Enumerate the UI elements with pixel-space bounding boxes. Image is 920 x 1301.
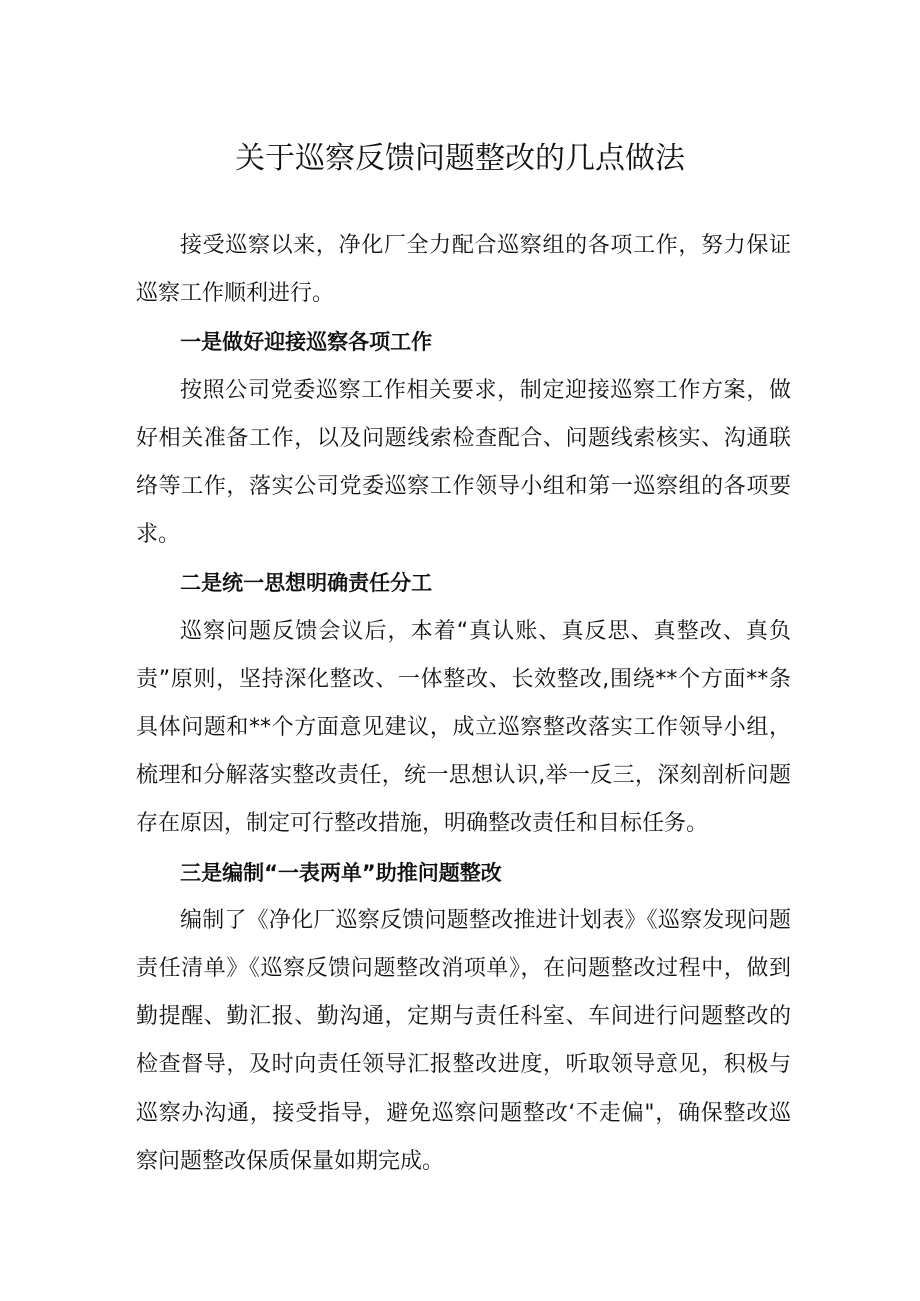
section-body-1: 按照公司党委巡察工作相关要求，制定迎接巡察工作方案，做好相关准备工作，以及问题线索检查配合、问题线索核实、沟通联络等工作，落实公司党委巡察工作领导小组和第一巡察组的各项要求。 bbox=[136, 377, 791, 548]
section-body-3: 编制了《净化厂巡察反馈问题整改推进计划表》《巡察发现问题责任清单》《巡察反馈问题整改消项单》，在问题整改过程中，做到勤提醒、勤汇报、勤沟通，定期与责任科室、车间进行问题整改的检查督导，及时向责任领导汇报整改进度，听取领导意见，积极与巡察办沟通，接受指导，避免巡察问题整改‘不走偏"，确保整改巡察问题整改保质保量如期完成。 bbox=[136, 907, 791, 1174]
document-body bbox=[136, 222, 791, 1186]
section-body-2: 巡察问题反馈会议后，本着“真认账、真反思、真整改、真负责”原则，坚持深化整改、一体整改、长效整改,围绕**个方面**条具体问题和**个方面意见建议，成立巡察整改落实工作领导小组，梳理和分解落实整改责任，统一思想认识,举一反三，深刻剖析问题存在原因，制定可行整改措施，明确整改责任和目标任务。 bbox=[136, 618, 791, 837]
section-heading-3: 三是编制“一表两单”助推问题整改 bbox=[180, 860, 502, 885]
section-heading-1: 一是做好迎接巡察各项工作 bbox=[180, 330, 433, 355]
document-title: 关于巡察反馈问题整改的几点做法 bbox=[235, 141, 685, 176]
section-heading-2: 二是统一思想明确责任分工 bbox=[180, 571, 433, 596]
intro-paragraph: 接受巡察以来，净化厂全力配合巡察组的各项工作，努力保证巡察工作顺利进行。 bbox=[136, 233, 791, 307]
